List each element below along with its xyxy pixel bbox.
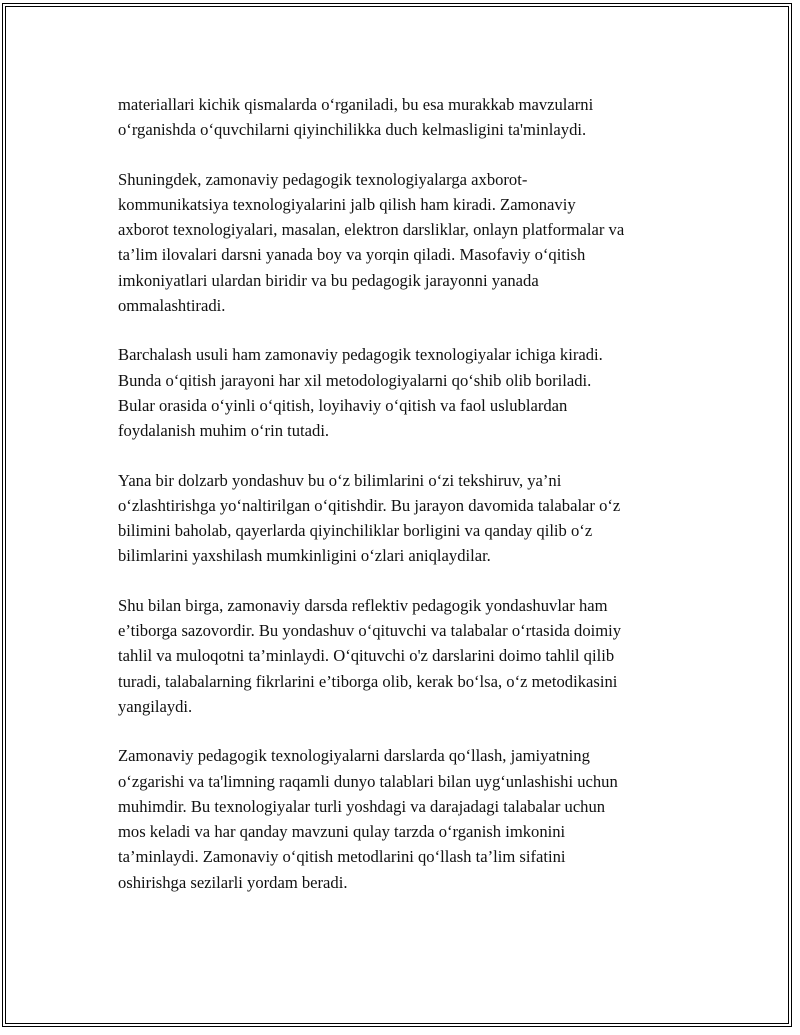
text-line: Bunda o‘qitish jarayoni har xil metodologiyalarni qo‘shib olib boriladi. [118, 370, 592, 390]
text-line: oshirishga sezilarli yordam beradi. [118, 872, 348, 892]
text-line: ommalashtiradi. [118, 296, 226, 316]
text-line: tahlil va muloqotni ta’minlaydi. O‘qituvchi o'z darslarini doimo tahlil qilib [118, 646, 615, 666]
text-line: o‘zlashtirishga yo‘naltirilgan o‘qitishdir. Bu jarayon davomida talabalar o‘z [118, 495, 621, 515]
text-line: turadi, talabalarning fikrlarini e’tiborga olib, kerak bo‘lsa, o‘z metodikasini [118, 671, 618, 691]
text-line: materiallari kichik qismalarda o‘rganiladi, bu esa murakkab mavzularni [118, 95, 594, 114]
paragraph [118, 92, 708, 143]
text-line: bilimini baholab, qayerlarda qiyinchiliklar borligini va qanday qilib o‘z [118, 521, 593, 541]
text-line: ta’minlaydi. Zamonaviy o‘qitish metodlarini qo‘llash ta’lim sifatini [118, 847, 566, 867]
text-line: ta’lim ilovalari darsni yanada boy va yorqin qiladi. Masofaviy o‘qitish [118, 245, 586, 265]
document-body [118, 92, 708, 919]
text-line: bilimlarini yaxshilash mumkinligini o‘zlari aniqlaydilar. [118, 546, 491, 566]
paragraph [118, 468, 708, 569]
text-line: Zamonaviy pedagogik texnologiyalarni darslarda qo‘llash, jamiyatning [118, 746, 590, 766]
text-line: yangilaydi. [118, 696, 193, 716]
text-line: Yana bir dolzarb yondashuv bu o‘z bilimlarini o‘zi tekshiruv, ya’ni [118, 470, 562, 490]
text-line: axborot texnologiyalari, masalan, elektron darsliklar, onlayn platformalar va [118, 220, 625, 240]
text-line: o‘rganishda o‘quvchilarni qiyinchilikka duch kelmasligini ta'minlaydi. [118, 120, 587, 140]
text-line: kommunikatsiya texnologiyalarini jalb qilish ham kiradi. Zamonaviy [118, 194, 576, 214]
text-line: muhimdir. Bu texnologiyalar turli yoshdagi va darajadagi talabalar uchun [118, 796, 606, 816]
paragraph [118, 743, 708, 895]
paragraph [118, 593, 708, 719]
text-line: Barchalash usuli ham zamonaviy pedagogik texnologiyalar ichiga kiradi. [118, 345, 603, 365]
text-line: mos keladi va har qanday mavzuni qulay tarzda o‘rganish imkonini [118, 822, 566, 842]
text-line: foydalanish muhim o‘rin tutadi. [118, 421, 330, 441]
text-line: imkoniyatlari ulardan biridir va bu pedagogik jarayonni yanada [118, 270, 539, 290]
paragraph [118, 167, 708, 319]
text-line: o‘zgarishi va ta'limning raqamli dunyo talablari bilan uyg‘unlashishi uchun [118, 771, 618, 791]
paragraph [118, 342, 708, 443]
text-line: Shu bilan birga, zamonaviy darsda reflektiv pedagogik yondashuvlar ham [118, 595, 608, 615]
text-line: Shuningdek, zamonaviy pedagogik texnologiyalarga axborot- [118, 169, 528, 189]
text-line: e’tiborga sazovordir. Bu yondashuv o‘qituvchi va talabalar o‘rtasida doimiy [118, 621, 622, 641]
text-line: Bular orasida o‘yinli o‘qitish, loyihaviy o‘qitish va faol uslublardan [118, 395, 568, 415]
